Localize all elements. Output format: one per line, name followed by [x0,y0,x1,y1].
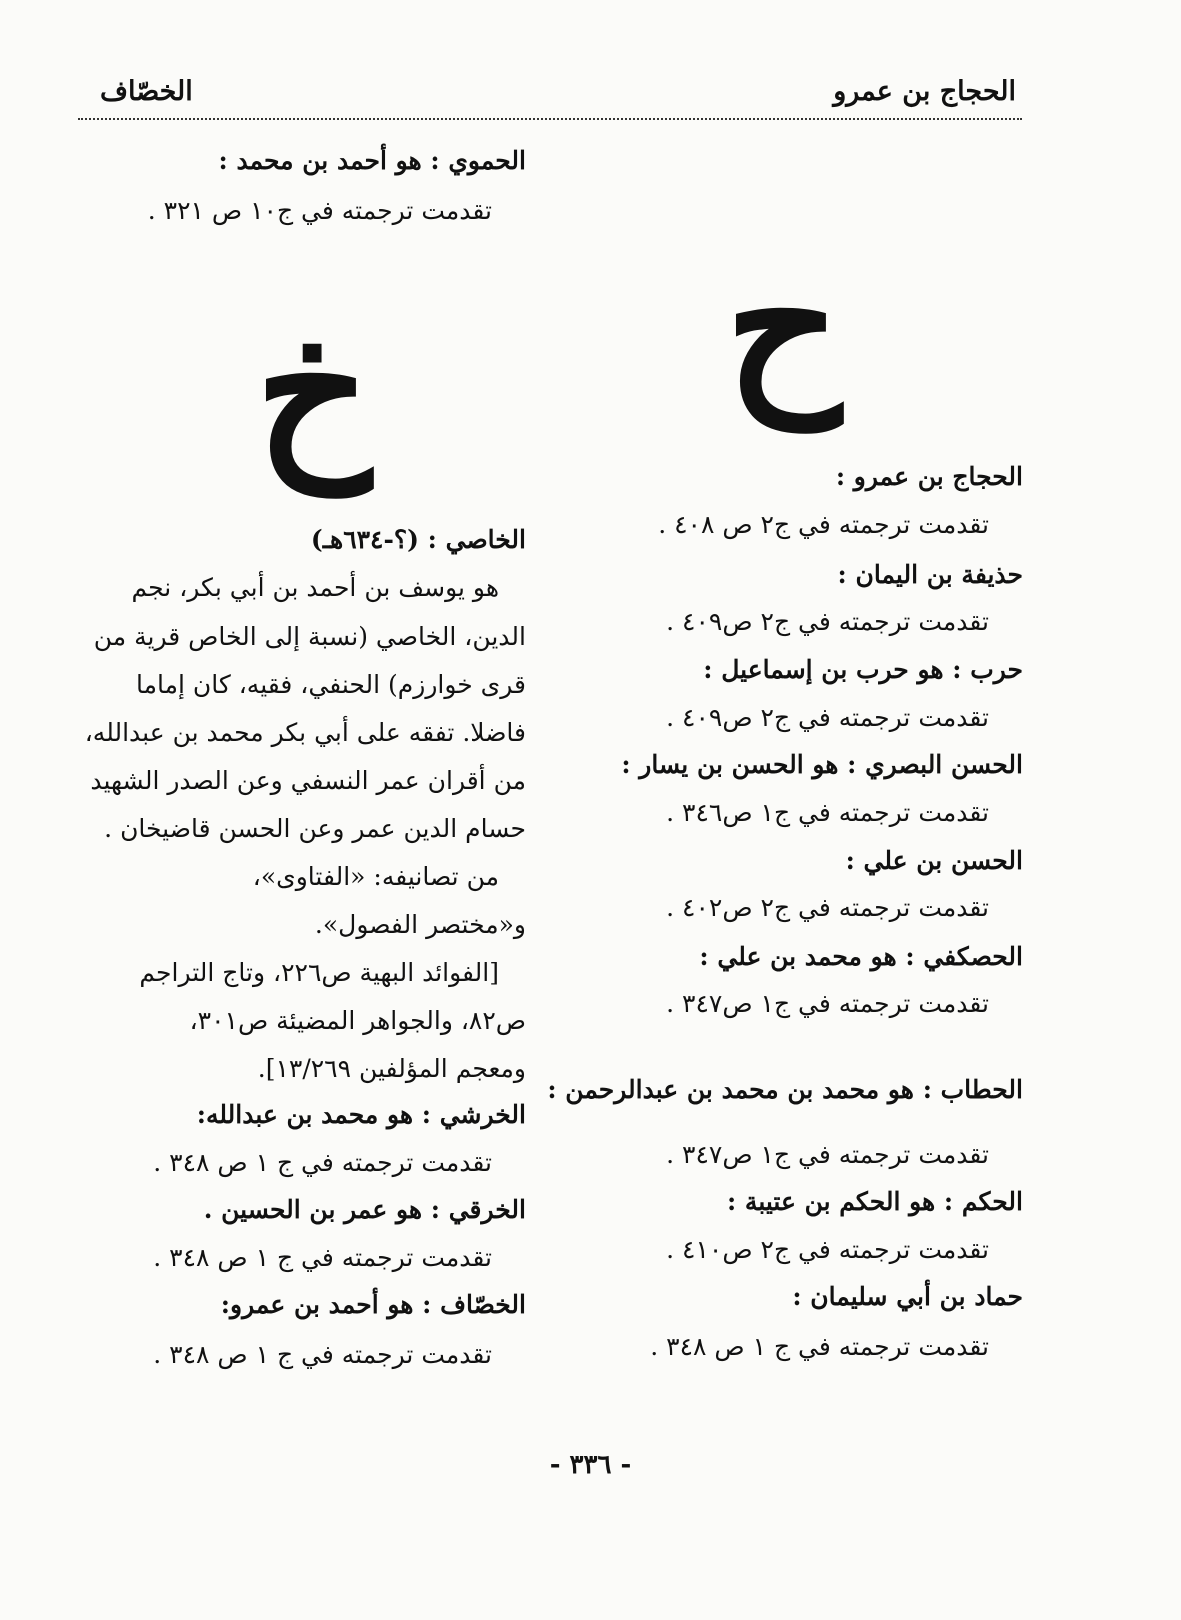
biography-line: حسام الدين عمر وعن الحسن قاضيخان . [104,814,526,843]
entry-heading: الحطاب : هو محمد بن محمد بن عبدالرحمن : [547,1075,1023,1104]
entry-ref: تقدمت ترجمته في ج٢ ص٤١٠ . [666,1235,989,1264]
entry-heading: الحسن البصري : هو الحسن بن يسار : [621,750,1023,779]
entry-ref: تقدمت ترجمته في ج٢ ص٤٠٢ . [666,893,989,922]
entry-ref: تقدمت ترجمته في ج ١ ص ٣٤٨ . [650,1332,989,1361]
biography-sources: [الفوائد البهية ص٢٢٦، وتاج التراجم [139,958,499,987]
biography-heading: الخاصي : (؟-٦٣٤هـ) [310,525,526,554]
biography-line: الدين، الخاصي (نسبة إلى الخاص قرية من [93,622,526,651]
biography-works: و«مختصر الفصول». [314,910,526,939]
biography-sources: ص٨٢، والجواهر المضيئة ص٣٠١، [189,1006,526,1035]
running-title-right: الحجاج بن عمرو [833,76,1016,107]
biography-works: من تصانيفه: «الفتاوى»، [252,862,499,891]
entry-heading: حرب : هو حرب بن إسماعيل : [703,655,1023,684]
section-letter-kha: خ [255,284,372,495]
entry-ref: تقدمت ترجمته في ج١ ص٣٤٦ . [666,798,989,827]
entry-ref: تقدمت ترجمته في ج١ ص٣٤٧ . [666,989,989,1018]
entry-ref: تقدمت ترجمته في ج ١ ص ٣٤٨ . [153,1340,492,1369]
entry-ref: تقدمت ترجمته في ج ١ ص ٣٤٨ . [153,1243,492,1272]
entry-heading: الحجاج بن عمرو : [835,462,1023,491]
entry-ref: تقدمت ترجمته في ج١ ص٣٤٧ . [666,1140,989,1169]
entry-heading: الحكم : هو الحكم بن عتيبة : [726,1187,1023,1216]
page-number: - ٣٣٦ - [549,1450,632,1480]
entry-heading: الخرشي : هو محمد بن عبدالله: [196,1100,526,1129]
entry-heading: الخصّاف : هو أحمد بن عمرو: [220,1290,526,1319]
entry-ref: تقدمت ترجمته في ج٢ ص٤٠٩ . [666,703,989,732]
entry-ref: تقدمت ترجمته في ج٢ ص٤٠٩ . [666,607,989,636]
entry-heading: الخرقي : هو عمر بن الحسين . [203,1195,526,1224]
entry-ref: تقدمت ترجمته في ج٢ ص ٤٠٨ . [658,510,989,539]
biography-line: من أقران عمر النسفي وعن الصدر الشهيد [90,766,526,795]
biography-sources: ومعجم المؤلفين ١٣/٢٦٩]. [257,1054,526,1083]
biography-line: هو يوسف بن أحمد بن أبي بكر، نجم [131,573,499,602]
biography-line: قرى خوارزم) الحنفي، فقيه، كان إماما [136,670,526,699]
entry-heading: حماد بن أبي سليمان : [792,1282,1023,1311]
running-title-left: الخصّاف [100,76,193,107]
entry-heading: الحسن بن علي : [845,846,1023,875]
section-letter-ha: ح [725,219,842,430]
entry-ref: تقدمت ترجمته في ج١٠ ص ٣٢١ . [147,196,492,225]
entry-heading: الحصكفي : هو محمد بن علي : [699,942,1023,971]
biography-line: فاضلا. تفقه على أبي بكر محمد بن عبدالله، [84,718,526,747]
header-rule [78,118,1022,120]
entry-heading: الحموي : هو أحمد بن محمد : [218,146,526,175]
entry-ref: تقدمت ترجمته في ج ١ ص ٣٤٨ . [153,1148,492,1177]
entry-heading: حذيفة بن اليمان : [837,560,1023,589]
